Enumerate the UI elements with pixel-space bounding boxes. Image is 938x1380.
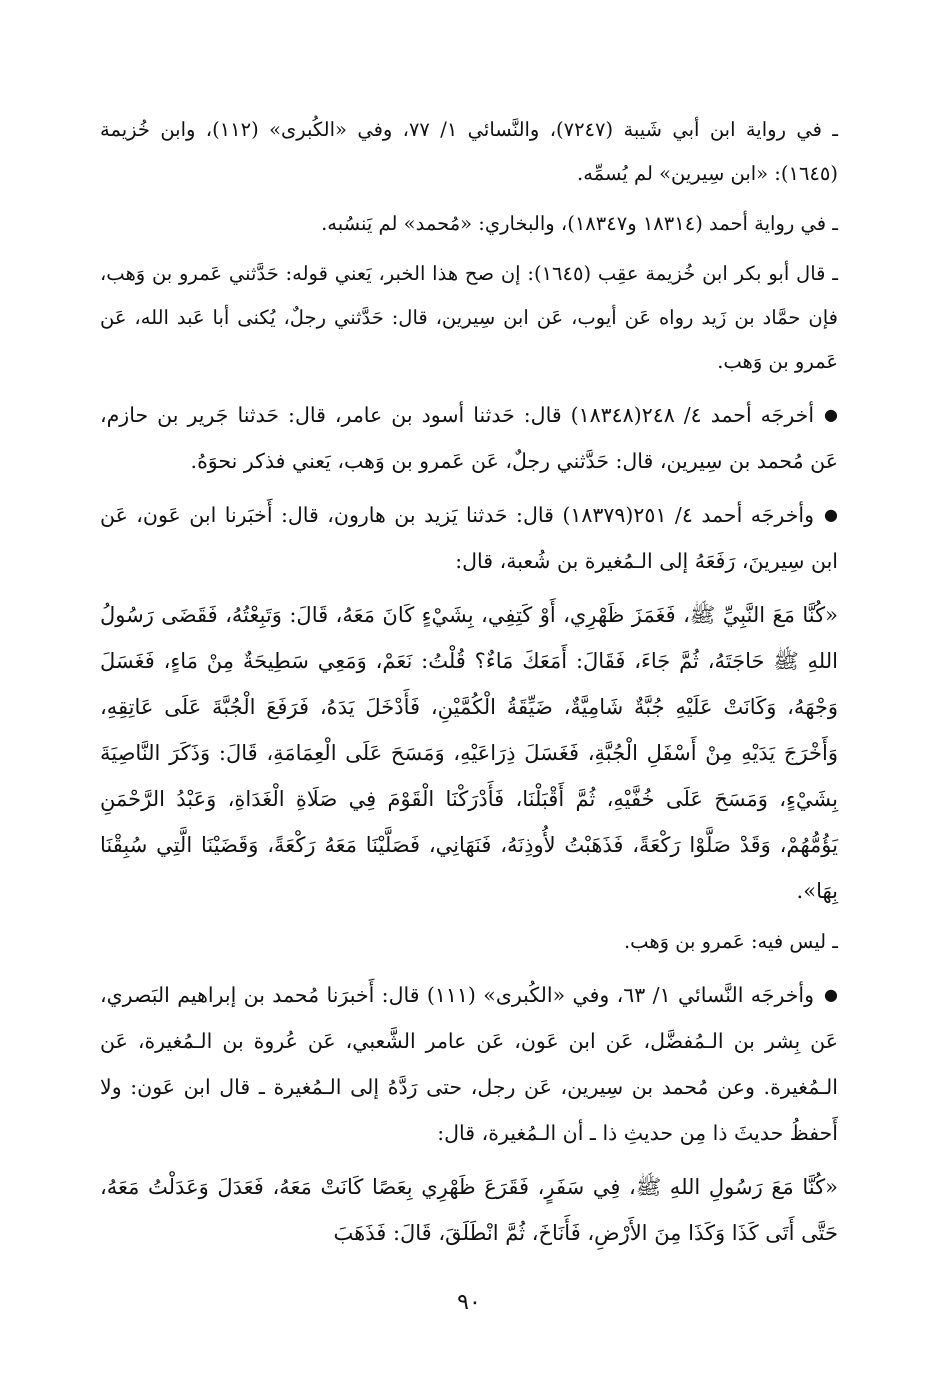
note-top-1: ـ في رواية ابن أبي شَيبة (٧٢٤٧)، والنَّسائي ١/ ٧٧، وفي «الكُبرى» (١١٢)، وابن خُزيمة (١٦٤٥): «ابن سِيرين» لم يُسمِّه. <box>100 118 838 185</box>
bullet-icon: ● <box>824 405 838 424</box>
note-top-2: ـ في رواية أحمد (١٨٣١٤ و١٨٣٤٧)، والبخاري: «مُحمد» لم يَنسُبه. <box>321 212 838 235</box>
takhrij-nasai <box>100 972 838 1156</box>
page-number: ٩٠ <box>457 1290 481 1315</box>
takhrij-text: وأخرجَه النَّسائي ١/ ٦٣، وفي «الكُبرى» (١١١) قال: أَخبرَنا مُحمد بن إبراهيم البَصري، عَن بِشر بن الـمُفضَّل، عَن ابن عَون، عَن عامر الشَّعبي، عَن عُروة بن الـمُغيرة، عَن الـمُغيرة. وعن مُحمد بن سِيرين، عَن رجل، حتى رَدَّهُ إلى الـمُغيرة ـ قال ابن عَون: ولا أَحفظُ حديثَ ذا مِن حديثِ ذا ـ أن الـمُغيرة، قال: <box>100 983 838 1145</box>
takhrij-ahmad-18379 <box>100 492 838 584</box>
bullet-icon: ● <box>824 505 838 524</box>
takhrij-text: أخرجَه أحمد ٤/ ٢٤٨(١٨٣٤٨) قال: حَدثنا أسود بن عامر، قال: حَدثنا جَرير بن حازم، عَن مُحمد بن سِيرين، قال: حَدَّثني رجلٌ، عَن عَمرو بن وَهب، يَعني فذكر نحوَهُ. <box>100 403 838 473</box>
note-missing-narrator: ـ ليس فيه: عَمرو بن وَهب. <box>623 930 838 953</box>
note-top-3: ـ قال أبو بكر ابن خُزيمة عقِب (١٦٤٥): إن صح هذا الخبر، يَعني قوله: حَدَّثني عَمرو بن وَهب، فإن حمَّاد بن زَيد رواه عَن أيوب، عَن ابن سِيرين، قال: حَدَّثني رجلٌ، يُكنى أبا عَبد الله، عَن عَمرو بن وَهب. <box>100 262 838 373</box>
takhrij-ahmad-18348 <box>100 392 838 484</box>
bullet-icon: ● <box>824 985 838 1004</box>
takhrij-text: وأخرجَه أحمد ٤/ ٢٥١(١٨٣٧٩) قال: حَدثنا يَزيد بن هارون، قال: أَخبَرنا ابن عَون، عَن ابن سِيرينَ، رَفَعَهُ إلى الـمُغيرة بن شُعبة، قال: <box>100 503 838 573</box>
hadith-matn-1: «كُنَّا مَعَ النَّبِيِّ ﷺ، فَغَمَزَ ظَهْرِي، أَوْ كَتِفِي، بِشَيْءٍ كَانَ مَعَهُ، قَالَ: وَتَبِعْتُهُ، فَقَضَى رَسُولُ اللهِ ﷺ حَاجَتَهُ، ثُمَّ جَاءَ، فَقَالَ: أَمَعَكَ مَاءٌ؟ قُلْتُ: نَعَمْ، وَمَعِي سَطِيحَةٌ مِنْ مَاءٍ، فَغَسَلَ وَجْهَهُ، وَكَانَتْ عَلَيْهِ جُبَّةٌ شَامِيَّةٌ، ضَيِّقَةُ الْكُمَّيْنِ، فَأَدْخَلَ يَدَهُ، فَرَفَعَ الْجُبَّةَ عَلَى عَاتِقِهِ، وَأَخْرَجَ يَدَيْهِ مِنْ أَسْفَلِ الْجُبَّةِ، فَغَسَلَ ذِرَاعَيْهِ، وَمَسَحَ عَلَى الْعِمَامَةِ، قَالَ: وَذَكَرَ النَّاصِيَةَ بِشَيْءٍ، وَمَسَحَ عَلَى خُفَّيْهِ، ثُمَّ أَقْبَلْنَا، فَأَدْرَكْنَا الْقَوْمَ فِي صَلَاةِ الْغَدَاةِ، وَعَبْدُ الرَّحْمَنِ يَؤُمُّهُمْ، وَقَدْ صَلَّوْا رَكْعَةً، فَذَهَبْتُ لأُوذِنَهُ، فَنَهَانِي، فَصَلَّيْنَا مَعَهُ رَكْعَةً، وَقَضَيْنَا الَّتِي سُبِقْنَا بِهَا». <box>100 603 838 903</box>
hadith-matn-2: «كُنَّا مَعَ رَسُولِ اللهِ ﷺ، فِي سَفَرٍ، فَقَرَعَ ظَهْرِي بِعَصًا كَانَتْ مَعَهُ، فَعَدَلَ وَعَدَلْتُ مَعَهُ، حَتَّى أَتَى كَذَا وَكَذَا مِنَ الأَرْضِ، فَأَنَاخَ، ثُمَّ انْطَلَقَ، قَالَ: فَذَهَبَ <box>100 1175 838 1245</box>
